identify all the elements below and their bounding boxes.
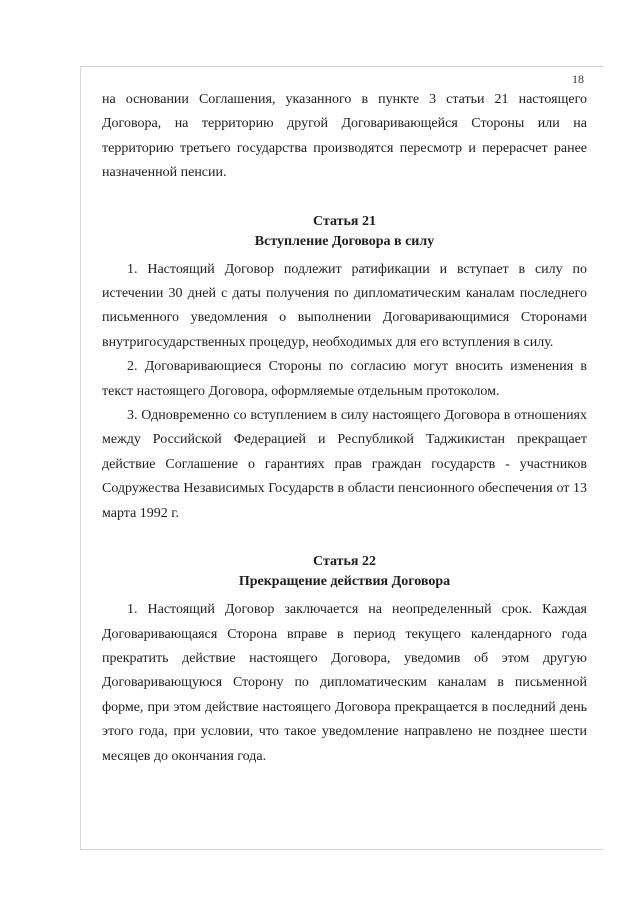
article-22-number: Статья 22 [313, 554, 376, 570]
article-21-title: Вступление Договора в силу [254, 233, 435, 249]
page-number: 18 [572, 72, 584, 86]
document-body [102, 88, 587, 769]
article-22-paragraph-1: 1. Настоящий Договор заключается на неопределенный срок. Каждая Договаривающаяся Сторона вправе в период текущего календарного года прекратить действие настоящего Договора, уведомив об этом другую Договаривающуюся Сторону по дипломатическим каналам в письменной форме, при этом действие настоящего Договора прекращается в последний день этого года, при условии, что такое уведомление направлено не позднее шести месяцев до окончания года. [102, 602, 587, 764]
article-22-title: Прекращение действия Договора [238, 574, 451, 590]
intro-paragraph: на основании Соглашения, указанного в пункте 3 статьи 21 настоящего Договора, на территорию другой Договаривающейся Стороны или на территорию третьего государства производятся пересмотр и перерасчет ранее назначенной пенсии. [102, 92, 587, 181]
article-21-paragraph-1: 1. Настоящий Договор подлежит ратификации и вступает в силу по истечении 30 дней с даты получения по дипломатическим каналам последнего письменного уведомления о выполнении Договаривающимися Сторонами внутригосударственных процедур, необходимых для его вступления в силу. [102, 261, 587, 350]
article-21-paragraph-3: 3. Одновременно со вступлением в силу настоящего Договора в отношениях между Российской Федерацией и Республикой Таджикистан прекращает действие Соглашение о гарантиях прав граждан государств - участников Содружества Независимых Государств в области пенсионного обеспечения от 13 марта 1992 г. [102, 408, 587, 521]
article-21-paragraph-2: 2. Договаривающиеся Стороны по согласию могут вносить изменения в текст настоящего Договора, оформляемые отдельным протоколом. [102, 359, 587, 399]
article-21-number: Статья 21 [313, 213, 376, 229]
